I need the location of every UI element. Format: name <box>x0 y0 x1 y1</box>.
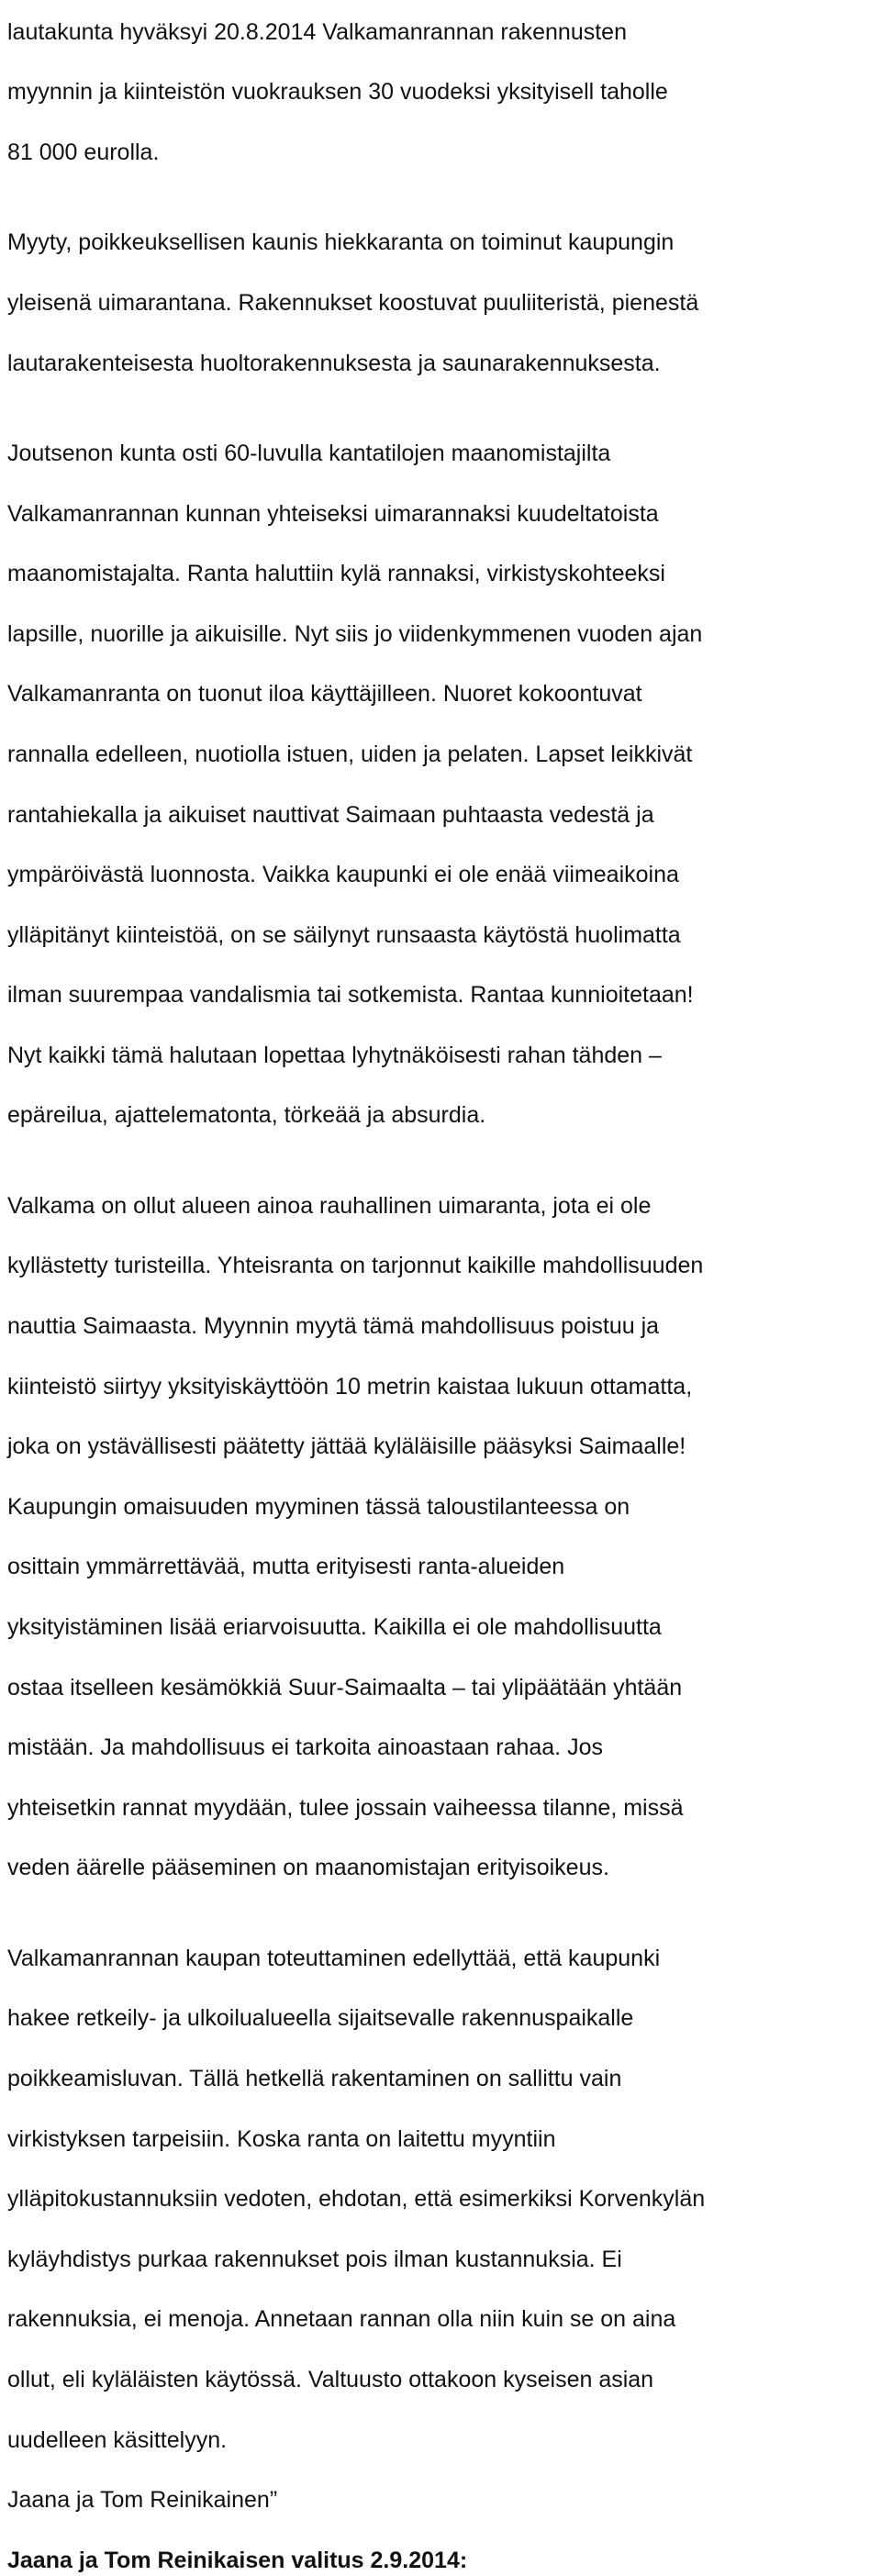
paragraph-line: lapsille, nuorille ja aikuisille. Nyt siis jo viidenkymmenen vuoden ajan <box>7 620 703 647</box>
paragraph-line: 81 000 eurolla. <box>7 139 160 165</box>
paragraph-3 <box>7 408 874 1131</box>
paragraph-4 <box>7 1161 874 1883</box>
paragraph-line: ollut, eli kyläläisten käytössä. Valtuusto ottakoon kyseisen asian <box>7 2366 654 2392</box>
paragraph-line: Valkama on ollut alueen ainoa rauhallinen uimaranta, jota ei ole <box>7 1192 652 1219</box>
paragraph-line: Kaupungin omaisuuden myyminen tässä taloustilanteessa on <box>7 1493 630 1520</box>
paragraph-2 <box>7 198 874 379</box>
paragraph-line: Valkamanranta on tuonut iloa käyttäjilleen. Nuoret kokoontuvat <box>7 681 642 708</box>
paragraph-5 <box>7 1913 874 2455</box>
paragraph-line: yksityistäminen lisää eriarvoisuutta. Kaikilla ei ole mahdollisuutta <box>7 1614 662 1641</box>
signature-line: Jaana ja Tom Reinikainen” <box>7 2487 278 2514</box>
paragraph-line: ylläpitänyt kiinteistöä, on se säilynyt runsaasta käytöstä huolimatta <box>7 921 681 948</box>
paragraph-line: rakennuksia, ei menoja. Annetaan rannan olla niin kuin se on aina <box>7 2306 676 2333</box>
paragraph-line: kyllästetty turisteilla. Yhteisranta on tarjonnut kaikille mahdollisuuden <box>7 1253 704 1279</box>
paragraph-line: rannalla edelleen, nuotiolla istuen, uiden ja pelaten. Lapset leikkivät <box>7 741 693 767</box>
paragraph-line: ilman suurempaa vandalismia tai sotkemista. Rantaa kunnioitetaan! <box>7 982 694 1009</box>
paragraph-line: Nyt kaikki tämä halutaan lopettaa lyhytnäköisesti rahan tähden – <box>7 1042 662 1068</box>
paragraph-line: maanomistajalta. Ranta haluttiin kylä rannaksi, virkistyskohteeksi <box>7 561 665 587</box>
paragraph-line: Myyty, poikkeuksellisen kaunis hiekkaranta on toiminut kaupungin <box>7 229 675 256</box>
paragraph-line: ympäröivästä luonnosta. Vaikka kaupunki ei ole enää viimeaikoina <box>7 862 679 888</box>
paragraph-line: kiinteistö siirtyy yksityiskäyttöön 10 metrin kaistaa lukuun ottamatta, <box>7 1373 693 1400</box>
paragraph-line: hakee retkeily- ja ulkoilualueella sijaitsevalle rakennuspaikalle <box>7 2005 634 2032</box>
paragraph-line: uudelleen käsittelyyn. <box>7 2426 228 2453</box>
paragraph-line: Valkamanrannan kunnan yhteiseksi uimarannaksi kuudeltatoista <box>7 500 659 527</box>
paragraph-line: osittain ymmärrettävää, mutta erityisesti ranta-alueiden <box>7 1554 565 1580</box>
paragraph-1 <box>7 0 874 168</box>
paragraph-line: epäreilua, ajattelematonta, törkeää ja absurdia. <box>7 1102 486 1129</box>
paragraph-line: lautarakenteisesta huoltorakennuksesta ja saunarakennuksesta. <box>7 350 661 376</box>
paragraph-line: myynnin ja kiinteistön vuokrauksen 30 vuodeksi yksityisell taholle <box>7 79 668 106</box>
paragraph-line: yhteisetkin rannat myydään, tulee jossain vaiheessa tilanne, missä <box>7 1794 684 1821</box>
paragraph-line: virkistyksen tarpeisiin. Koska ranta on laitettu myyntiin <box>7 2125 556 2152</box>
paragraph-line: Joutsenon kunta osti 60-luvulla kantatilojen maanomistajilta <box>7 440 611 466</box>
paragraph-line: ostaa itselleen kesämökkiä Suur-Saimaalta – tai ylipäätään yhtään <box>7 1674 683 1701</box>
paragraph-line: joka on ystävällisesti päätetty jättää kyläläisille pääsyksi Saimaalle! <box>7 1433 686 1460</box>
paragraph-line: lautakunta hyväksyi 20.8.2014 Valkamanrannan rakennusten <box>7 18 627 45</box>
paragraph-line: Valkamanrannan kaupan toteuttaminen edellyttää, että kaupunki <box>7 1945 661 1971</box>
appeal-heading: Jaana ja Tom Reinikaisen valitus 2.9.2014: <box>7 2547 468 2573</box>
paragraph-line: kyläyhdistys purkaa rakennukset pois ilman kustannuksia. Ei <box>7 2246 622 2272</box>
paragraph-line: ylläpitokustannuksiin vedoten, ehdotan, että esimerkiksi Korvenkylän <box>7 2186 706 2213</box>
paragraph-line: nauttia Saimaasta. Myynnin myytä tämä mahdollisuus poistuu ja <box>7 1313 660 1340</box>
paragraph-line: mistään. Ja mahdollisuus ei tarkoita ainoastaan rahaa. Jos <box>7 1734 603 1761</box>
paragraph-line: veden äärelle pääseminen on maanomistajan erityisoikeus. <box>7 1855 609 1881</box>
paragraph-line: poikkeamisluvan. Tällä hetkellä rakentaminen on sallittu vain <box>7 2065 622 2091</box>
paragraph-line: rantahiekalla ja aikuiset nauttivat Saimaan puhtaasta vedestä ja <box>7 801 654 828</box>
paragraph-line: yleisenä uimarantana. Rakennukset koostuvat puuliiteristä, pienestä <box>7 289 699 316</box>
